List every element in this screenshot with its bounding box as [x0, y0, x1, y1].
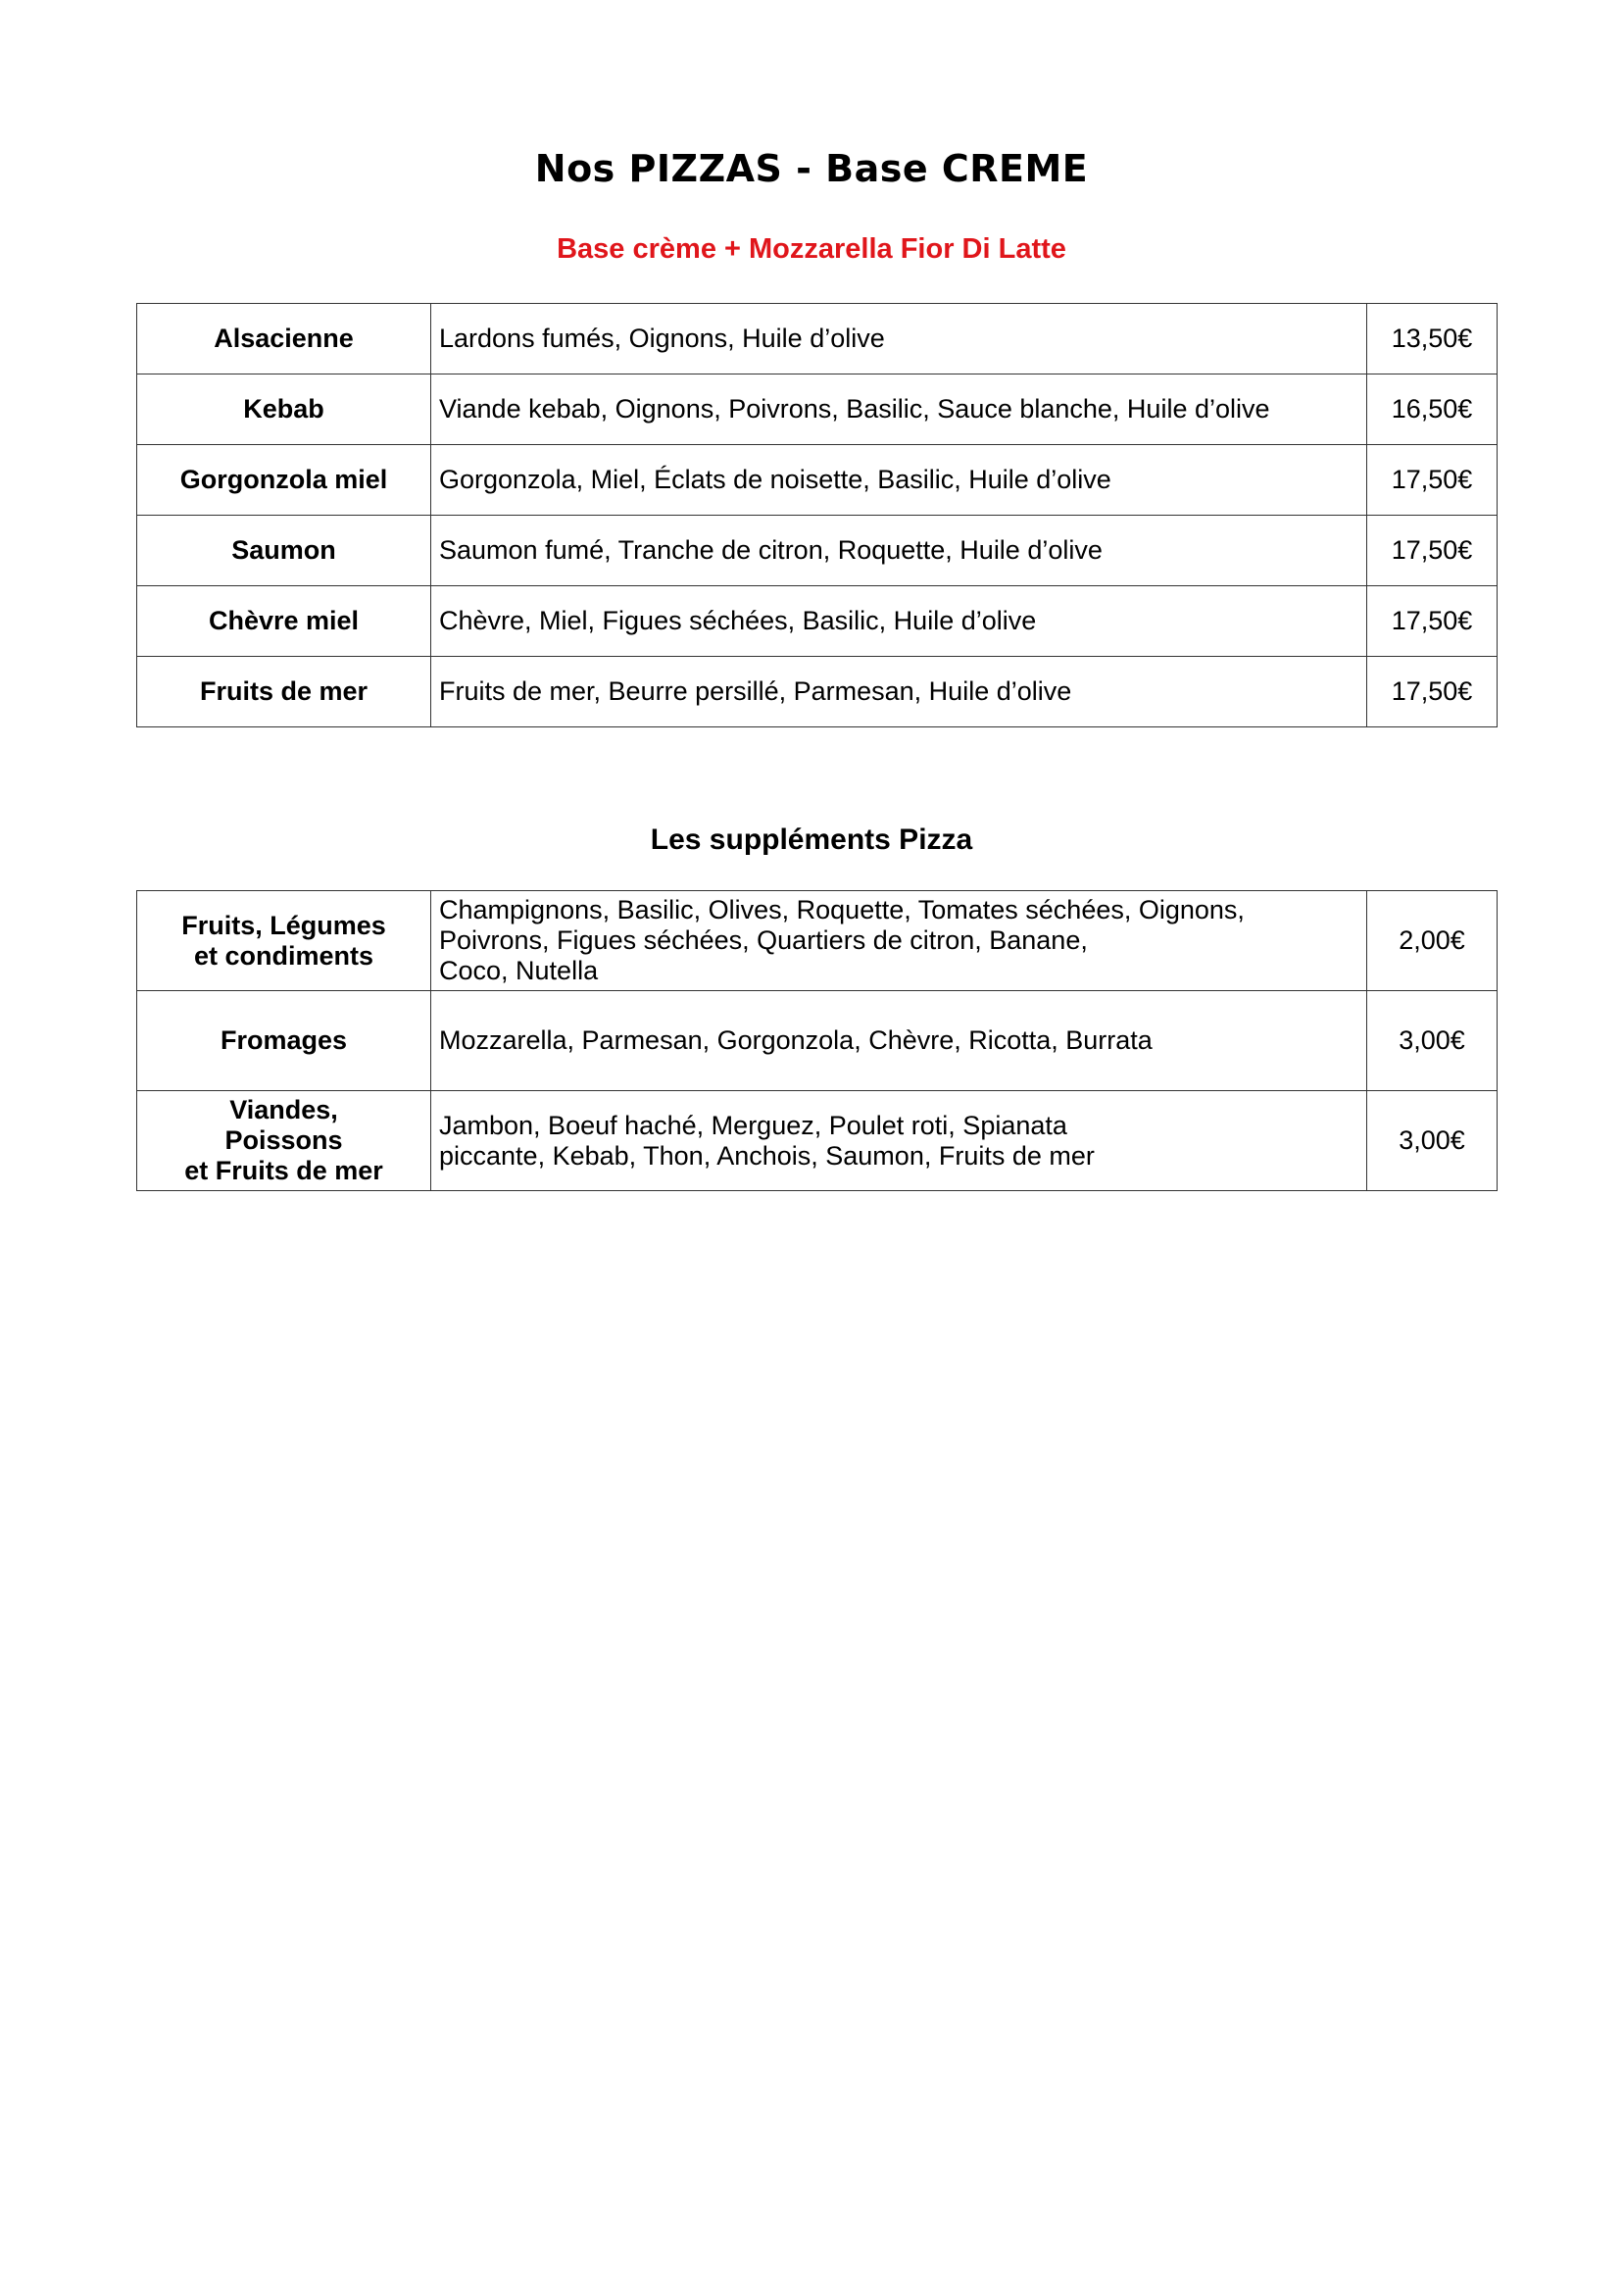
pizza-price: 17,50€	[1367, 657, 1498, 727]
page-title: Nos PIZZAS - Base CREME	[534, 147, 1089, 190]
supplement-price: 3,00€	[1367, 991, 1498, 1091]
pizza-price: 17,50€	[1367, 586, 1498, 657]
table-row	[137, 1091, 1498, 1191]
menu-subtitle: Base crème + Mozzarella Fior Di Latte	[557, 233, 1066, 265]
supplements-table	[136, 890, 1498, 1191]
supplement-items: Mozzarella, Parmesan, Gorgonzola, Chèvre, Ricotta, Burrata	[431, 991, 1367, 1091]
pizza-ingredients: Fruits de mer, Beurre persillé, Parmesan, Huile d’olive	[431, 657, 1367, 727]
supplement-category: Fromages	[137, 991, 431, 1091]
pizza-price: 17,50€	[1367, 516, 1498, 586]
pizza-price: 13,50€	[1367, 304, 1498, 374]
table-row	[137, 445, 1498, 516]
supplements-title: Les suppléments Pizza	[650, 824, 973, 856]
table-row	[137, 374, 1498, 445]
pizza-ingredients: Viande kebab, Oignons, Poivrons, Basilic, Sauce blanche, Huile d’olive	[431, 374, 1367, 445]
pizza-ingredients: Saumon fumé, Tranche de citron, Roquette, Huile d’olive	[431, 516, 1367, 586]
pizza-name: Chèvre miel	[137, 586, 431, 657]
pizza-name: Gorgonzola miel	[137, 445, 431, 516]
table-row	[137, 891, 1498, 991]
supplement-price: 3,00€	[1367, 1091, 1498, 1191]
table-row	[137, 991, 1498, 1091]
pizza-price: 17,50€	[1367, 445, 1498, 516]
pizza-name: Alsacienne	[137, 304, 431, 374]
pizza-table	[136, 303, 1498, 727]
supplement-category: Viandes, Poissons et Fruits de mer	[137, 1091, 431, 1191]
pizza-name: Saumon	[137, 516, 431, 586]
pizza-ingredients: Lardons fumés, Oignons, Huile d’olive	[431, 304, 1367, 374]
table-row	[137, 516, 1498, 586]
pizza-ingredients: Gorgonzola, Miel, Éclats de noisette, Basilic, Huile d’olive	[431, 445, 1367, 516]
supplement-items: Champignons, Basilic, Olives, Roquette, Tomates séchées, Oignons, Poivrons, Figues séchées, Quartiers de citron, Banane, Coco, Nutella	[431, 891, 1367, 991]
supplement-price: 2,00€	[1367, 891, 1498, 991]
table-row	[137, 586, 1498, 657]
pizza-ingredients: Chèvre, Miel, Figues séchées, Basilic, Huile d’olive	[431, 586, 1367, 657]
supplement-items: Jambon, Boeuf haché, Merguez, Poulet roti, Spianata piccante, Kebab, Thon, Anchois, Saumon, Fruits de mer	[431, 1091, 1367, 1191]
pizza-name: Fruits de mer	[137, 657, 431, 727]
table-row	[137, 657, 1498, 727]
supplement-category: Fruits, Légumes et condiments	[137, 891, 431, 991]
pizza-price: 16,50€	[1367, 374, 1498, 445]
pizza-name: Kebab	[137, 374, 431, 445]
table-row	[137, 304, 1498, 374]
